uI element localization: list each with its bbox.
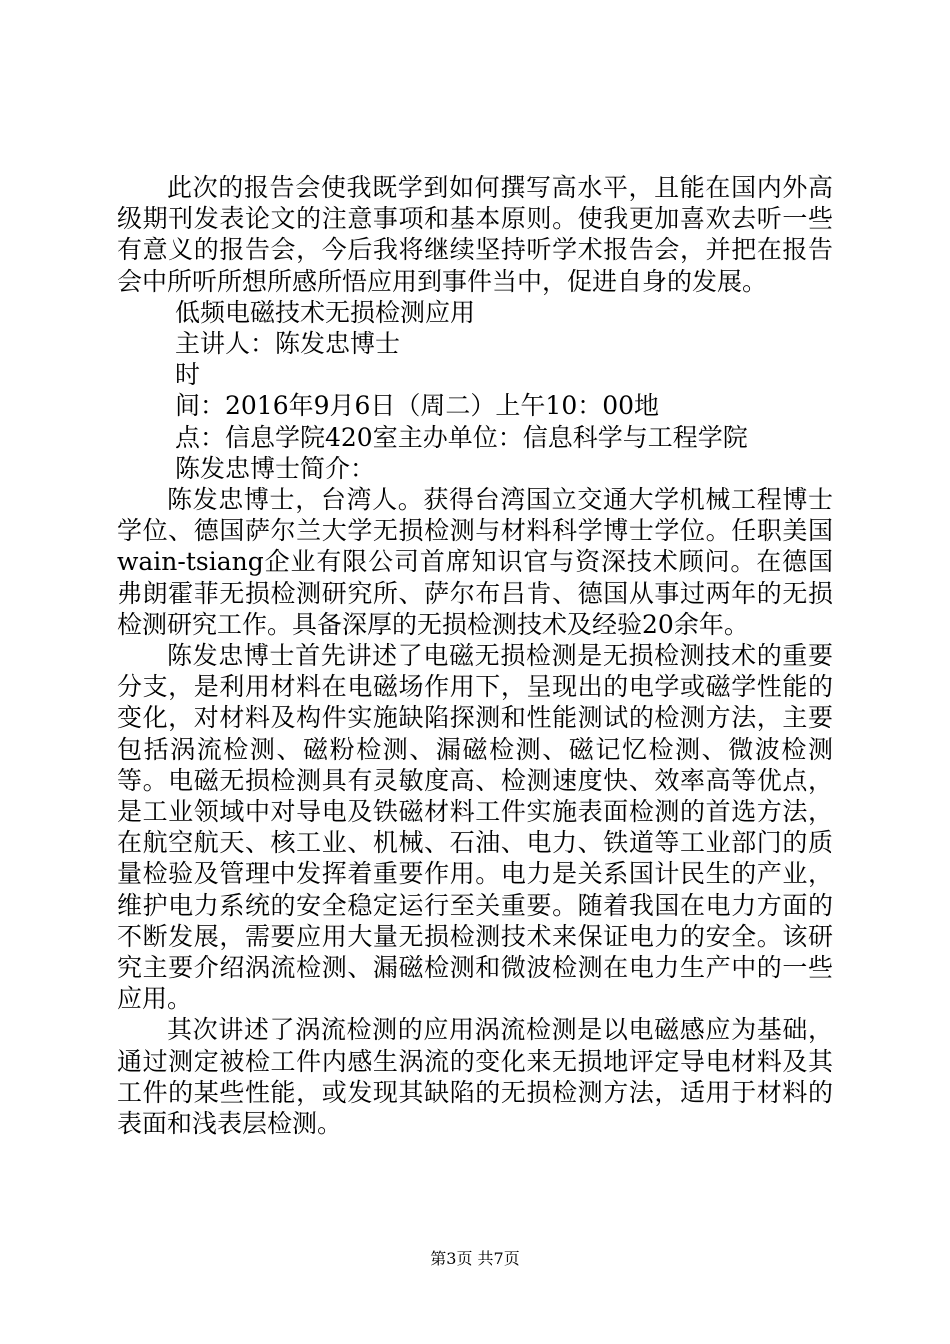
paragraph-eddy-current: 其次讲述了涡流检测的应用涡流检测是以电磁感应为基础，通过测定被检工件内感生涡流的变化来无损地评定导电材料及其工件的某些性能，或发现其缺陷的无损检测方法，适用于材料的表面和浅表层检测。 bbox=[117, 1015, 833, 1139]
document-body bbox=[117, 172, 833, 1139]
paragraph-electromagnetic-ndt: 陈发忠博士首先讲述了电磁无损检测是无损检测技术的重要分支，是利用材料在电磁场作用下，呈现出的电学或磁学性能的变化，对材料及构件实施缺陷探测和性能测试的检测方法，主要包括涡流检测、磁粉检测、漏磁检测、磁记忆检测、微波检测等。电磁无损检测具有灵敏度高、检测速度快、效率高等优点，是工业领域中对导电及铁磁材料工件实施表面检测的首选方法，在航空航天、核工业、机械、石油、电力、铁道等工业部门的质量检验及管理中发挥着重要作用。电力是关系国计民生的产业，维护电力系统的安全稳定运行至关重要。随着我国在电力方面的不断发展，需要应用大量无损检测技术来保证电力的安全。该研究主要介绍涡流检测、漏磁检测和微波检测在电力生产中的一些应用。 bbox=[117, 641, 833, 1014]
place-line: 点：信息学院420室主办单位：信息科学与工程学院 bbox=[175, 422, 748, 452]
bio-heading: 陈发忠博士简介： bbox=[175, 453, 376, 483]
time-line: 间：2016年9月6日（周二）上午10：00地 bbox=[175, 391, 660, 421]
lecture-title: 低频电磁技术无损检测应用 bbox=[175, 297, 476, 327]
speaker-line: 主讲人：陈发忠博士 bbox=[175, 329, 401, 359]
page-number-footer: 第3页 共7页 bbox=[430, 1249, 520, 1268]
paragraph-conclusion: 此次的报告会使我既学到如何撰写高水平，且能在国内外高级期刊发表论文的注意事项和基本原则。使我更加喜欢去听一些有意义的报告会，今后我将继续坚持听学术报告会，并把在报告会中所听所想所感所悟应用到事件当中，促进自身的发展。 bbox=[117, 173, 833, 296]
time-label: 时 bbox=[175, 360, 201, 390]
paragraph-bio: 陈发忠博士，台湾人。获得台湾国立交通大学机械工程博士学位、德国萨尔兰大学无损检测与材料科学博士学位。任职美国wain-tsiang企业有限公司首席知识官与资深技术顾问。在德国弗朗霍菲无损检测研究所、萨尔布吕肯、德国从事过两年的无损检测研究工作。具备深厚的无损检测技术及经验20余年。 bbox=[117, 485, 833, 639]
